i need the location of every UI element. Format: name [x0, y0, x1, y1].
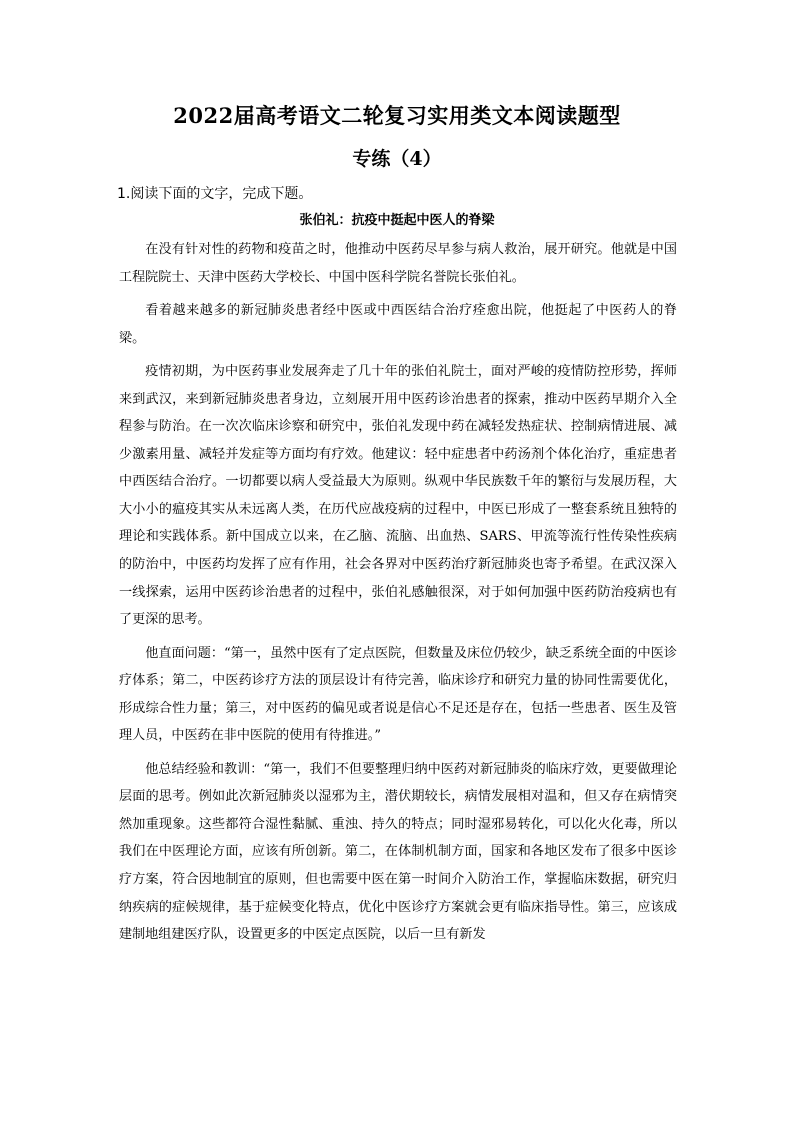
- paragraph: 他总结经验和教训：“第一，我们不但要整理归纳中医药对新冠肺炎的临床疗效，更要做理论层面的思考。例如此次新冠肺炎以湿邪为主，潜伏期较长，病情发展相对温和，但又存在病情突然加重现象。这些都符合湿性黏腻、重浊、持久的特点；同时湿邪易转化，可以化火化毒，所以我们在中医理论方面，应该有所创新。第二，在体制机制方面，国家和各地区发布了很多中医诊疗方案，符合因地制宜的原则，但也需要中医在第一时间介入防治工作，掌握临床数据，研究归纳疾病的症候规律，基于症候变化特点，优化中医诊疗方案就会更有临床指导性。第三，应该成建制地组建医疗队，设置更多的中医定点医院，以后一旦有新发: [119, 761, 677, 943]
- paragraph: 在没有针对性的药物和疫苗之时，他推动中医药尽早参与病人救治，展开研究。他就是中国工程院院士、天津中医药大学校长、中国中医科学院名誉院长张伯礼。: [119, 242, 677, 285]
- document-subtitle: 专练（4）: [352, 148, 442, 170]
- paragraph: 看着越来越多的新冠肺炎患者经中医或中西医结合治疗痊愈出院，他挺起了中医药人的脊梁。: [119, 303, 677, 346]
- question-instruction: 1.阅读下面的文字，完成下题。: [117, 186, 313, 202]
- paragraph: 他直面问题：“第一，虽然中医有了定点医院，但数量及床位仍较少，缺乏系统全面的中医诊疗体系；第二，中医药诊疗方法的顶层设计有待完善，临床诊疗和研究力量的协同性需要优化，形成综合性力量；第三，对中医药的偏见或者说是信心不足还是存在，包括一些患者、医生及管理人员，中医药在非中医院的使用有待推进。”: [119, 645, 677, 744]
- article-title: 张伯礼：抗疫中挺起中医人的脊梁: [299, 213, 495, 228]
- document-title: 2022届高考语文二轮复习实用类文本阅读题型: [173, 103, 621, 128]
- paragraph: 疫情初期，为中医药事业发展奔走了几十年的张伯礼院士，面对严峻的疫情防控形势，挥师来到武汉，来到新冠肺炎患者身边，立刻展开用中医药诊治患者的探索，推动中医药早期介入全程参与防治。在一次次临床诊察和研究中，张伯礼发现中药在减轻发热症状、控制病情进展、减少激素用量、减轻并发症等方面均有疗效。他建议：轻中症患者中药汤剂个体化治疗，重症患者中西医结合治疗。一切都要以病人受益最大为原则。纵观中华民族数千年的繁衍与发展历程，大大小小的瘟疫其实从未远离人类，在历代应战疫病的过程中，中医已形成了一整套系统且独特的理论和实践体系。新中国成立以来，在乙脑、流脑、出血热、SARS、甲流等流行性传染性疾病的防治中，中医药均发挥了应有作用，社会各界对中医药治疗新冠肺炎也寄予希望。在武汉深入一线探索，运用中医药诊治患者的过程中，张伯礼感触很深，对于如何加强中医药防治疫病也有了更深的思考。: [119, 364, 677, 628]
- article-body: [119, 236, 677, 949]
